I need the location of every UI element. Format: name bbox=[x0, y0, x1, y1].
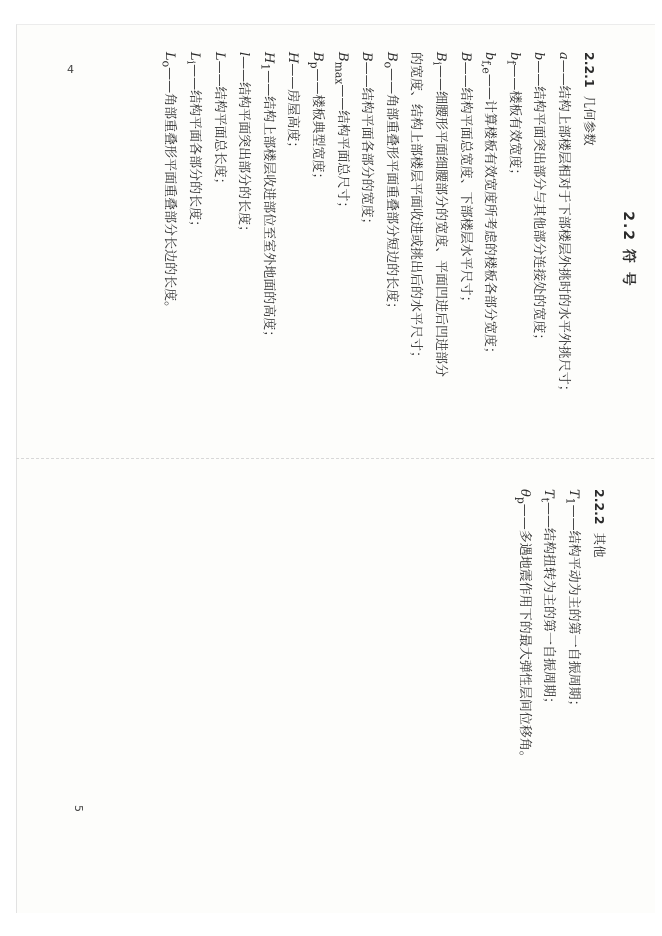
symbol-entry bbox=[526, 52, 551, 447]
symbol-definition: ——计算楼板有效宽度所考虑的楼板各部分宽度； bbox=[482, 73, 498, 360]
symbol-subscript: p bbox=[307, 61, 321, 69]
symbol: B bbox=[359, 52, 375, 62]
symbol-entry bbox=[206, 52, 231, 447]
symbol-subscript: i bbox=[430, 61, 444, 66]
symbol-definition: ——结构平面各部分的长度； bbox=[187, 64, 203, 234]
symbol-entry bbox=[550, 52, 575, 447]
symbol-subscript: f bbox=[504, 60, 518, 65]
subsection-heading-2-2-2 bbox=[591, 489, 609, 558]
symbol-definition: ——结构平面总宽度、下部楼层水平尺寸； bbox=[457, 61, 473, 309]
symbol-entry bbox=[403, 52, 428, 447]
subsection-text: 其他 bbox=[592, 532, 607, 558]
subsection-text: 几何参数 bbox=[582, 95, 597, 146]
symbol: H bbox=[285, 52, 301, 64]
symbol-entry bbox=[452, 52, 477, 447]
symbol-definition: 的宽度、结构上部楼层平面收进或挑出后的水平尺寸； bbox=[408, 52, 424, 365]
symbol: l bbox=[236, 52, 252, 57]
symbol-definition: ——房屋高度； bbox=[285, 63, 301, 155]
symbol-definition: ——结构平动为主的第一自振周期； bbox=[566, 504, 581, 713]
symbol-definition: ——结构平面突出部分与其他部分连接处的宽度； bbox=[531, 60, 547, 347]
symbol: b bbox=[506, 52, 522, 61]
symbol-subscript: f,e bbox=[479, 60, 493, 74]
symbol-subscript: o bbox=[159, 60, 173, 68]
symbol-definition: ——多遇地震作用下的最大弹性层间位移角。 bbox=[516, 503, 532, 764]
symbol-definition: ——结构上部楼层收进部位至室外地面的高度； bbox=[260, 70, 276, 344]
page-5 bbox=[45, 475, 655, 895]
symbol: B bbox=[310, 52, 326, 62]
symbol-entry bbox=[354, 52, 379, 447]
symbol-definition: ——角部重叠形平面重叠部分短边的长度； bbox=[383, 68, 399, 316]
symbol-entry bbox=[378, 52, 403, 447]
symbol-subscript: 1 bbox=[258, 63, 272, 71]
symbol-entry bbox=[511, 489, 536, 909]
symbol-entry bbox=[329, 52, 354, 447]
symbol: b bbox=[482, 52, 498, 61]
symbol: a bbox=[556, 52, 571, 60]
symbol-entry bbox=[231, 52, 256, 447]
symbol-definition: ——结构平面总尺寸； bbox=[334, 84, 350, 215]
symbol: L bbox=[211, 52, 227, 61]
subsection-number: 2.2.1 bbox=[582, 52, 597, 88]
page-divider bbox=[16, 458, 654, 459]
symbol-entry bbox=[560, 489, 585, 909]
symbol: H bbox=[260, 52, 276, 64]
symbol-entry bbox=[280, 52, 305, 447]
symbol: B bbox=[334, 52, 350, 62]
symbol-list bbox=[157, 52, 575, 447]
symbol-definition: ——结构扭转为主的第一自振周期； bbox=[541, 502, 557, 711]
symbol-subscript: o bbox=[381, 61, 395, 69]
symbol-subscript: t bbox=[538, 497, 552, 503]
symbol-subscript: 1 bbox=[563, 497, 577, 505]
symbol-definition: ——楼板典型宽度； bbox=[310, 68, 326, 186]
symbol-entry bbox=[427, 52, 452, 447]
symbol: B bbox=[433, 52, 449, 62]
symbol-entry bbox=[536, 489, 561, 909]
page-4 bbox=[45, 52, 655, 447]
symbol-definition: ——结构平面总长度； bbox=[211, 60, 227, 191]
page-number: 4 bbox=[67, 63, 74, 76]
page-number: 5 bbox=[72, 805, 85, 812]
symbol: L bbox=[162, 52, 178, 61]
symbol: B bbox=[457, 52, 473, 62]
subsection-heading-2-2-1 bbox=[581, 52, 599, 146]
symbol-entry bbox=[182, 52, 207, 447]
symbol: T bbox=[541, 489, 557, 498]
symbol-definition: ——结构上部楼层相对于下部楼层外挑时的水平外挑尺寸； bbox=[556, 59, 571, 398]
symbol-entry bbox=[501, 52, 526, 447]
symbol: b bbox=[531, 52, 547, 61]
symbol: L bbox=[187, 52, 203, 61]
symbol-entry bbox=[255, 52, 280, 447]
symbol-definition: ——结构平面各部分的宽度； bbox=[359, 61, 375, 231]
section-title: 2.2 符 号 bbox=[620, 211, 636, 288]
symbol-subscript: p bbox=[514, 496, 528, 504]
symbol-entry bbox=[157, 52, 182, 447]
symbol-definition: ——楼板有效宽度； bbox=[506, 64, 522, 182]
symbol-definition: ——结构平面突出部分的长度； bbox=[236, 56, 252, 239]
symbol-entry bbox=[477, 52, 502, 447]
symbol: θ bbox=[516, 489, 532, 497]
symbol-list bbox=[511, 489, 585, 909]
symbol-definition: ——细腰形平面细腰部分的宽度、平面凹进后凹进部分 bbox=[433, 65, 449, 378]
symbol-subscript: max bbox=[332, 61, 346, 85]
subsection-number: 2.2.2 bbox=[592, 489, 607, 525]
symbol-definition: ——角部重叠形平面重叠部分长边的长度。 bbox=[162, 67, 178, 315]
symbol: B bbox=[383, 52, 399, 62]
symbol: T bbox=[566, 489, 581, 498]
symbol-subscript: i bbox=[184, 60, 198, 65]
symbol-entry bbox=[304, 52, 329, 447]
